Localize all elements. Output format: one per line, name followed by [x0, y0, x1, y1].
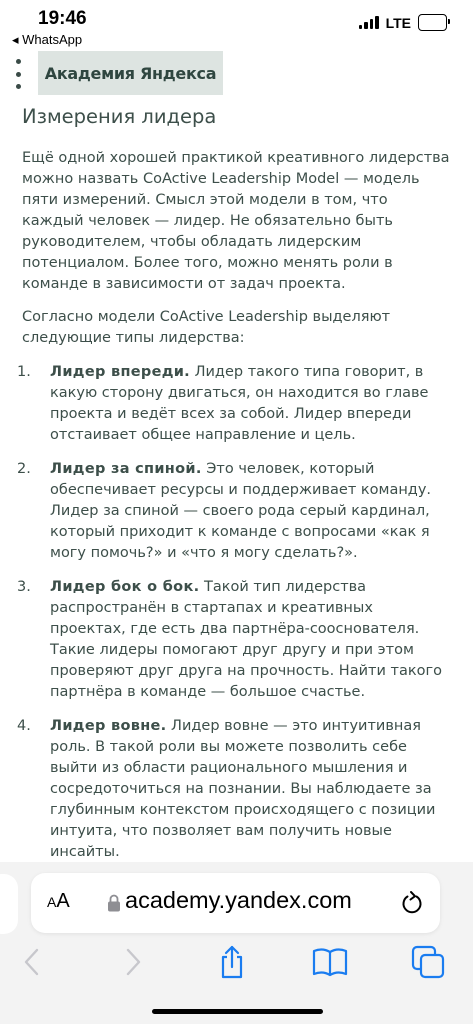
address-bar[interactable] — [31, 873, 440, 933]
list-item — [17, 577, 452, 703]
list-text: Лидер такого типа говорит, в какую сторону двигаться, он находится во главе проекта и ведёт всех за собой. Лидер впереди отстаивает общее направление и цель. — [50, 364, 429, 443]
status-bar — [0, 0, 473, 50]
list-term: Лидер за спиной. — [50, 461, 202, 477]
site-logo[interactable] — [38, 51, 223, 95]
url-text[interactable]: academy.yandex.com — [125, 887, 352, 913]
site-logo-text: Академия Яндекса — [44, 63, 217, 83]
back-icon[interactable] — [12, 942, 52, 982]
article-title: Измерения лидера — [22, 105, 217, 128]
list-text: Такой тип лидерства распространён в стартапах и креативных проектах, где есть два партнёра-сооснователя. Такие лидеры помогают друг другу и при этом проверяют друг друга на прочность. Найти такого партнёра в команде — большое счастье. — [50, 579, 442, 700]
bookmarks-icon[interactable] — [310, 942, 350, 982]
browser-bottom-bar — [0, 862, 473, 1024]
reader-settings-button[interactable]: AA — [47, 890, 70, 912]
back-to-whatsapp-link[interactable]: ◂ WhatsApp — [12, 32, 83, 47]
list-term: Лидер бок о бок. — [50, 579, 200, 595]
list-text: Это человек, который обеспечивает ресурсы и поддерживает команду. Лидер за спиной — своего рода серый кардинал, который приходит к команде с вопросами «как я могу помочь?» и «что я могу сделать?». — [50, 461, 432, 561]
menu-dots-icon[interactable] — [14, 59, 22, 89]
list-text: Лидер вовне — это интуитивная роль. В такой роли вы можете позволить себе выйти из области рационального мышления и сосредоточиться на познании. Вы наблюдаете за глубинным контекстом происходящего с позиции интуита, что позволяет вам получить новые инсайты. — [50, 718, 436, 860]
home-indicator[interactable] — [152, 1009, 323, 1014]
lock-icon — [107, 893, 121, 913]
list-number: 4. — [17, 718, 31, 734]
network-type: LTE — [385, 14, 411, 31]
previous-tab-preview[interactable] — [0, 874, 18, 934]
tabs-icon[interactable] — [408, 942, 448, 982]
site-header — [0, 50, 473, 96]
list-number: 3. — [17, 579, 31, 595]
article-paragraph: Согласно модели CoActive Leadership выделяют следующие типы лидерства: — [22, 309, 391, 346]
signal-icon — [359, 16, 379, 29]
list-item — [17, 362, 452, 446]
list-item — [17, 459, 452, 564]
leadership-types-list — [17, 362, 452, 863]
reload-icon[interactable] — [400, 890, 424, 916]
status-time: 19:46 — [38, 8, 87, 29]
list-number: 1. — [17, 364, 31, 380]
share-icon[interactable] — [212, 942, 252, 982]
article-paragraph: Ещё одной хорошей практикой креативного лидерства можно назвать CoActive Leadership Model — модель пяти измерений. Смысл этой модели в том, что каждый человек — лидер. Не обязательно быть руководителем, чтобы обладать лидерским потенциалом. Более того, можно менять роли в команде в зависимости от задач проекта. — [22, 150, 450, 292]
list-number: 2. — [17, 461, 31, 477]
list-term: Лидер вовне. — [50, 718, 167, 734]
status-indicators — [359, 14, 447, 31]
forward-icon[interactable] — [113, 942, 153, 982]
list-term: Лидер впереди. — [50, 364, 190, 380]
battery-icon — [418, 14, 447, 31]
browser-toolbar — [0, 942, 473, 992]
article — [17, 100, 452, 876]
list-item — [17, 716, 452, 863]
